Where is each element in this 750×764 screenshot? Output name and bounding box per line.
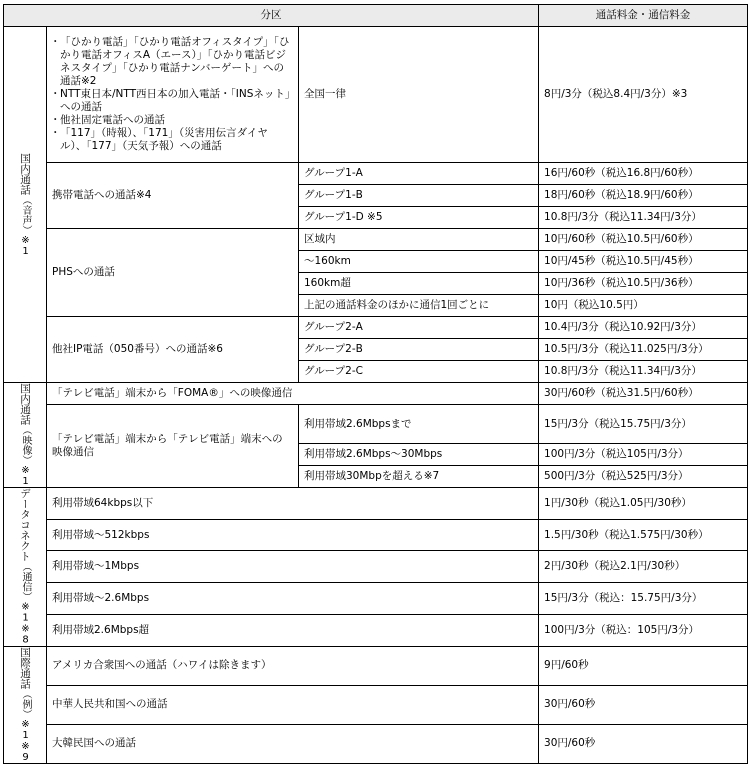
tv-video-band: 利用帯域2.6Mbpsまで: [299, 405, 539, 444]
list-item: ・ 「ひかり電話」「ひかり電話オフィスタイプ」「ひかり電話オフィスA（エース）」「ひかり電話ビジネスタイプ」「ひかり電話ナンバーゲート」への通話※2: [52, 36, 293, 88]
table-row: [4, 317, 748, 339]
mobile-group: グループ1-A: [299, 163, 539, 185]
table-row: [4, 488, 748, 520]
data-rate: 100円/3分（税込：105円/3分）: [539, 614, 748, 646]
mobile-label: 携帯電話への通話※4: [47, 163, 299, 229]
tv-video-rate: 100円/3分（税込105円/3分）: [539, 444, 748, 466]
list-item: ・ 他社固定電話への通話: [52, 114, 293, 127]
fixed-line-row: [4, 27, 748, 163]
tv-video-band: 利用帯域30Mbpを超える※7: [299, 466, 539, 488]
table-row: [4, 646, 748, 685]
tv-video-label: 「テレビ電話」端末から「テレビ電話」端末への映像通信: [47, 405, 299, 488]
ip-label: 他社IP電話（050番号）への通話※6: [47, 317, 299, 383]
table-row: [4, 405, 748, 444]
phs-rate: 10円（税込10.5円）: [539, 295, 748, 317]
data-band: 利用帯域～1Mbps: [47, 551, 539, 583]
list-item: ・ 「117」（時報）、「171」（災害用伝言ダイヤル）、「177」（天気予報）への通話: [52, 127, 293, 153]
ip-group: グループ2-B: [299, 339, 539, 361]
table-row: [4, 614, 748, 646]
phs-zone: 上記の通話料金のほかに通信1回ごとに: [299, 295, 539, 317]
tv-video-rate: 15円/3分（税込15.75円/3分）: [539, 405, 748, 444]
ip-group: グループ2-C: [299, 361, 539, 383]
ip-rate: 10.8円/3分（税込11.34円/3分）: [539, 361, 748, 383]
table-row: [4, 724, 748, 763]
mobile-rate: 16円/60秒（税込16.8円/60秒）: [539, 163, 748, 185]
rate-table: [3, 4, 748, 764]
data-connect-category: [4, 488, 47, 647]
international-category: [4, 646, 47, 763]
foma-video-rate: 30円/60秒（税込31.5円/60秒）: [539, 383, 748, 405]
phs-zone: ～160km: [299, 251, 539, 273]
phs-label: PHSへの通話: [47, 229, 299, 317]
list-item: ・ NTT東日本/NTT西日本の加入電話・「INSネット」への通話: [52, 88, 293, 114]
mobile-group: グループ1-D ※5: [299, 207, 539, 229]
intl-rate: 30円/60秒: [539, 685, 748, 724]
phs-rate: 10円/60秒（税込10.5円/60秒）: [539, 229, 748, 251]
domestic-video-note: ※1: [20, 465, 31, 487]
data-band: 利用帯域～512kbps: [47, 519, 539, 551]
foma-video-label: 「テレビ電話」端末から「FOMA®」への映像通信: [47, 383, 539, 405]
international-label: 国際通話: [19, 646, 31, 689]
phs-rate: 10円/45秒（税込10.5円/45秒）: [539, 251, 748, 273]
intl-rate: 30円/60秒: [539, 724, 748, 763]
data-rate: 1円/30秒（税込1.05円/30秒）: [539, 488, 748, 520]
table-row: [4, 163, 748, 185]
domestic-video-sub: （映像）: [20, 425, 31, 465]
ip-rate: 10.4円/3分（税込10.92円/3分）: [539, 317, 748, 339]
data-connect-label: データコネクト: [19, 488, 31, 562]
domestic-video-category: [4, 383, 47, 488]
phs-rate: 10円/36秒（税込10.5円/36秒）: [539, 273, 748, 295]
data-band: 利用帯域～2.6Mbps: [47, 583, 539, 615]
fixed-line-rate: 8円/3分（税込8.4円/3分）※3: [539, 27, 748, 163]
tv-video-rate: 500円/3分（税込525円/3分）: [539, 466, 748, 488]
header-rate: 通話料金・通信料金: [539, 5, 748, 27]
domestic-video-label: 国内通話: [19, 383, 31, 425]
phs-zone: 区域内: [299, 229, 539, 251]
table-row: [4, 519, 748, 551]
mobile-rate: 18円/60秒（税込18.9円/60秒）: [539, 185, 748, 207]
mobile-group: グループ1-B: [299, 185, 539, 207]
data-band: 利用帯域64kbps以下: [47, 488, 539, 520]
ip-rate: 10.5円/3分（税込11.025円/3分）: [539, 339, 748, 361]
international-sub: （例）: [20, 688, 31, 719]
intl-destination: 中華人民共和国への通話: [47, 685, 539, 724]
table-row: [4, 383, 748, 405]
data-rate: 15円/3分（税込：15.75円/3分）: [539, 583, 748, 615]
data-rate: 1.5円/30秒（税込1.575円/30秒）: [539, 519, 748, 551]
table-row: [4, 551, 748, 583]
international-note: ※1※9: [20, 718, 31, 763]
domestic-voice-category: [4, 27, 47, 383]
tv-video-band: 利用帯域2.6Mbps～30Mbps: [299, 444, 539, 466]
fixed-line-zone: 全国一律: [299, 27, 539, 163]
table-row: [4, 229, 748, 251]
intl-destination: アメリカ合衆国への通話（ハワイは除きます）: [47, 646, 539, 685]
intl-rate: 9円/60秒: [539, 646, 748, 685]
ip-group: グループ2-A: [299, 317, 539, 339]
data-rate: 2円/30秒（税込2.1円/30秒）: [539, 551, 748, 583]
intl-destination: 大韓民国への通話: [47, 724, 539, 763]
domestic-voice-sub: （音声）: [20, 194, 31, 235]
table-row: [4, 685, 748, 724]
mobile-rate: 10.8円/3分（税込11.34円/3分）: [539, 207, 748, 229]
fixed-line-destinations: [47, 27, 299, 163]
data-band: 利用帯域2.6Mbps超: [47, 614, 539, 646]
header-division: 分区: [4, 5, 539, 27]
table-row: [4, 583, 748, 615]
domestic-voice-label: 国内通話: [19, 152, 31, 195]
domestic-voice-note: ※1: [20, 234, 31, 257]
header-row: [4, 5, 748, 27]
data-connect-sub: （通信）: [20, 561, 31, 602]
phs-zone: 160km超: [299, 273, 539, 295]
data-connect-note: ※1※8: [20, 601, 31, 646]
